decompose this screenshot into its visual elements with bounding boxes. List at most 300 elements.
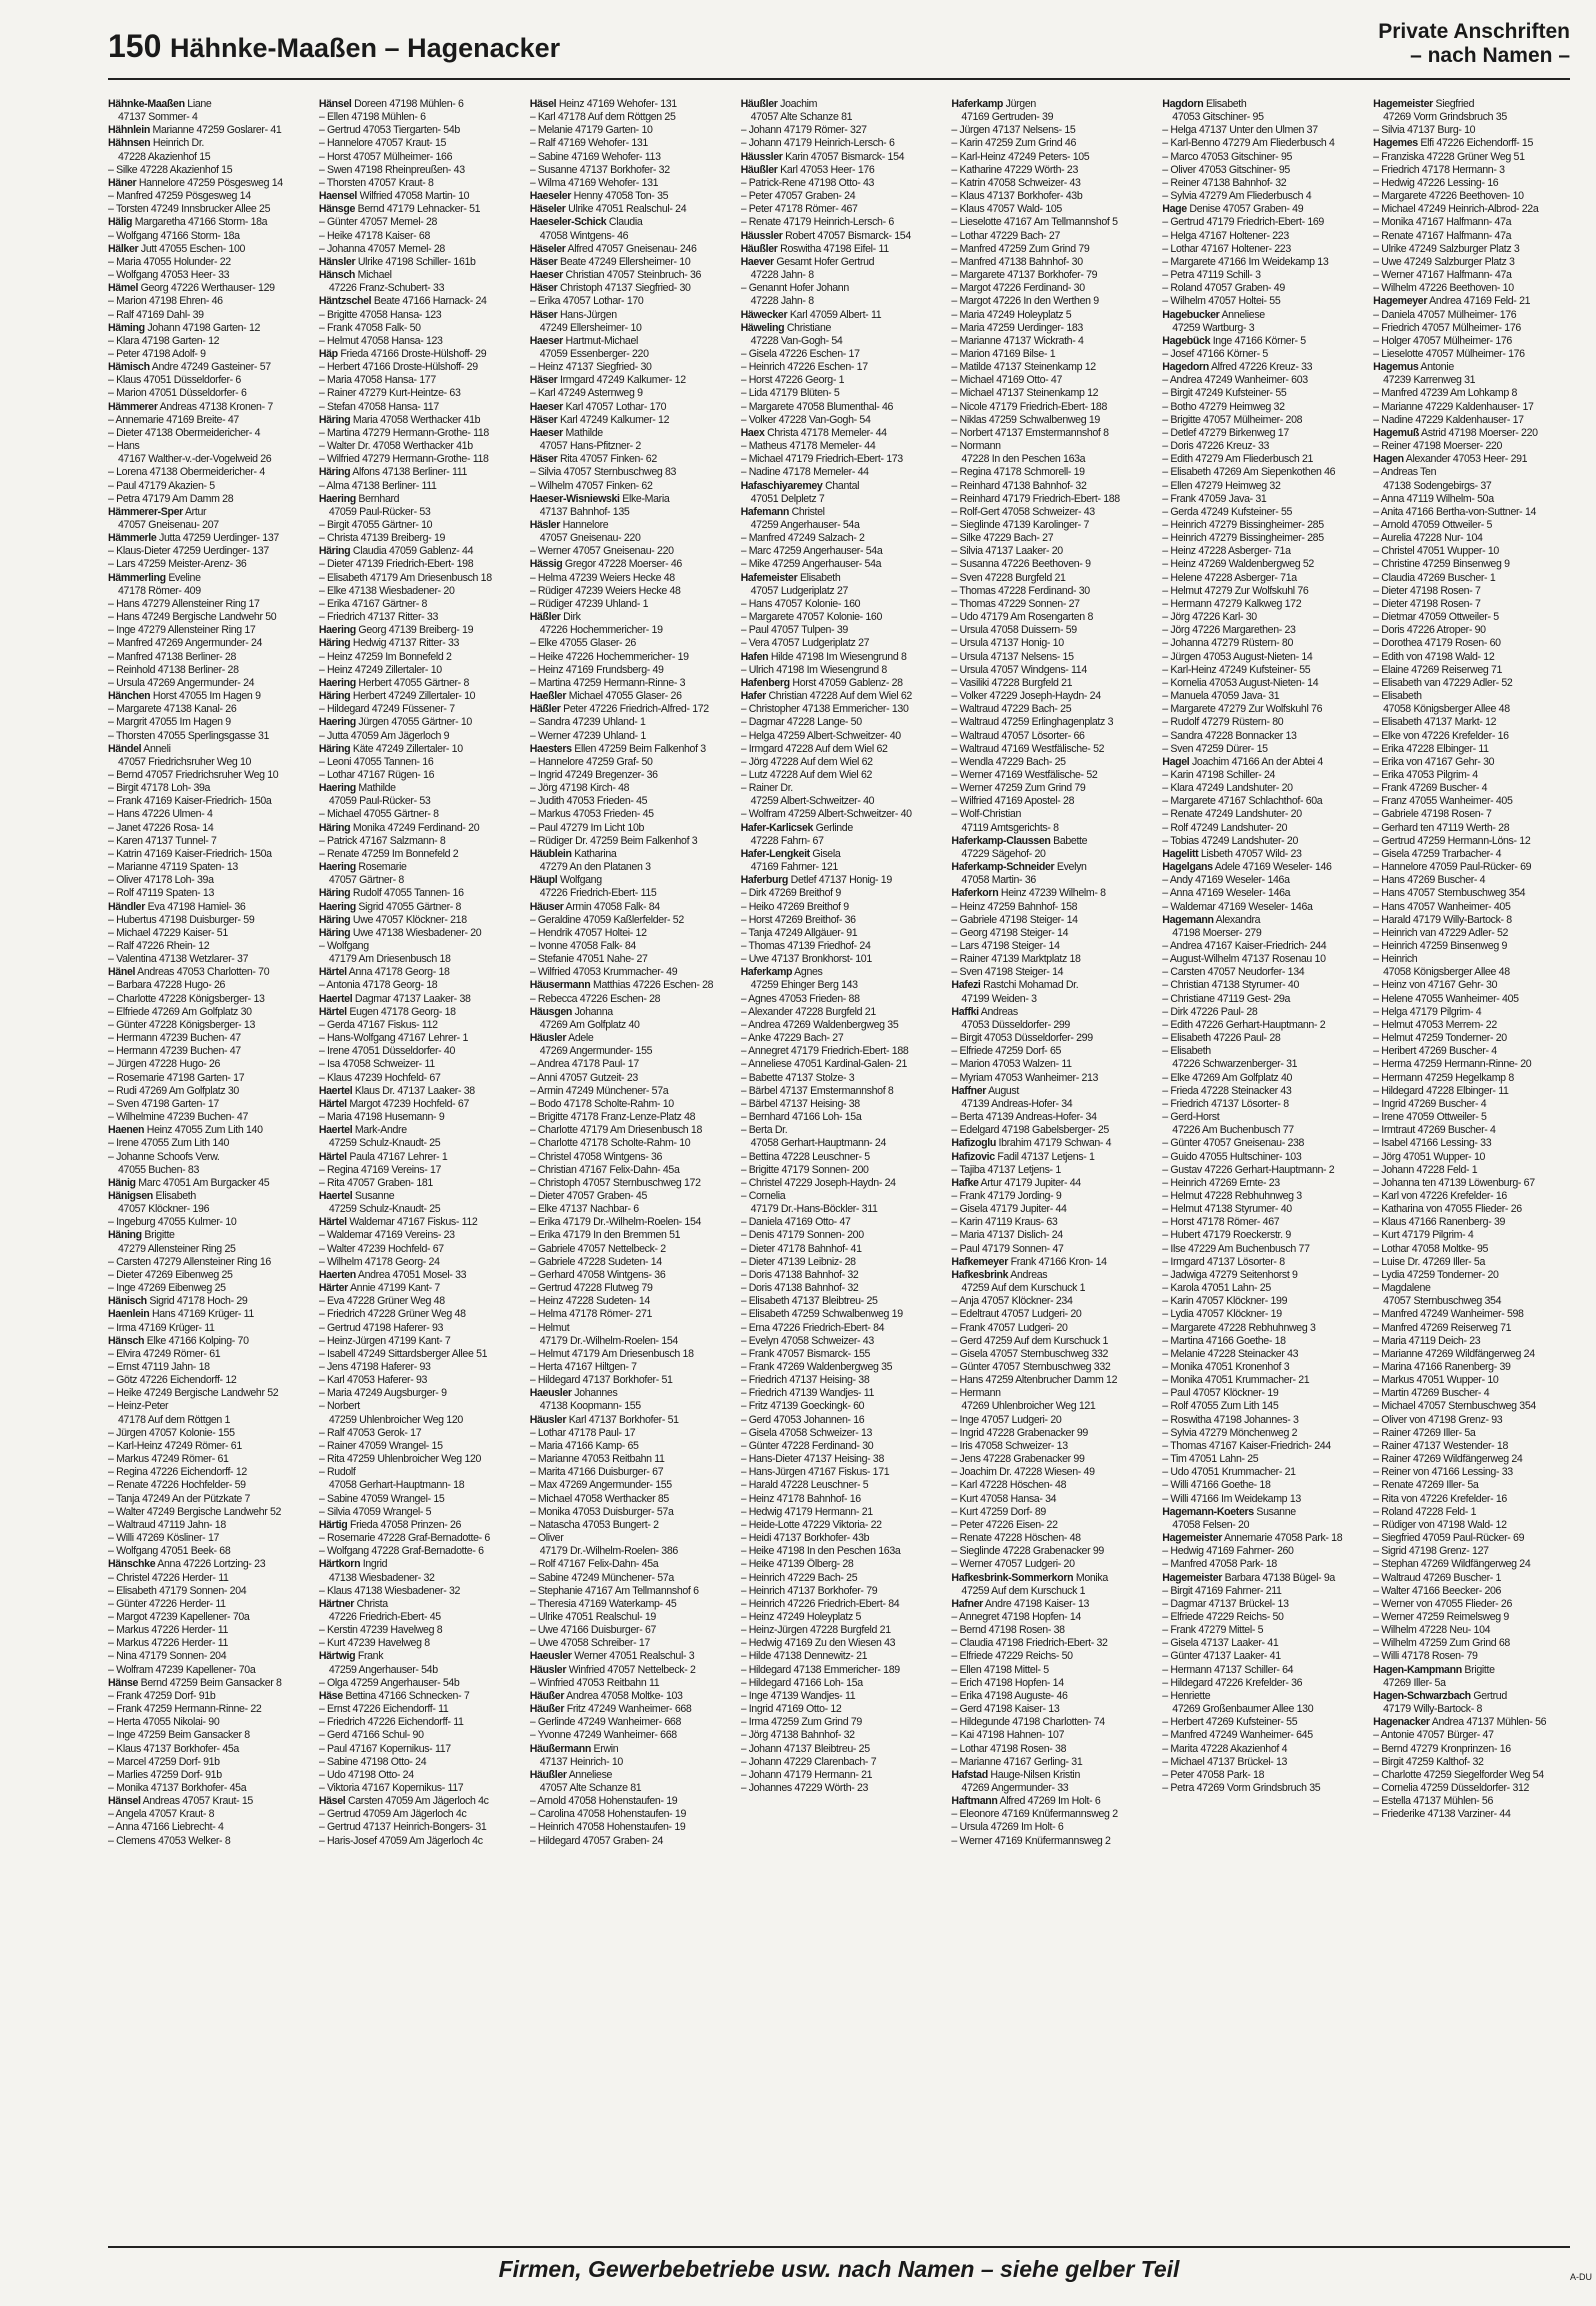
entry-surname: Haeseler	[529, 190, 572, 203]
entry-text: – Hildegard 47137 Borkhofer- 51	[529, 1374, 673, 1387]
entry-text: – Johann 47137 Bleibtreu- 25	[740, 1742, 870, 1755]
directory-entry	[741, 256, 944, 269]
entry-surname: Hähnke-Maaßen	[108, 98, 185, 110]
entry-text: – Bernhard 47166 Loh- 15a	[740, 1111, 862, 1124]
entry-text: – Hans 47269 Buscher- 4	[1373, 874, 1486, 887]
entry-text: – Karin 47057 Klöckner- 199	[1162, 1295, 1288, 1308]
entry-surname: Häring	[318, 545, 351, 558]
directory-entry	[1373, 993, 1576, 1006]
directory-entry	[319, 1466, 522, 1479]
directory-entry	[530, 216, 733, 229]
directory-entry	[1162, 1111, 1365, 1124]
entry-text: – Lorena 47138 Obermeidericher- 4	[108, 466, 265, 479]
entry-text: – Gisela 47259 Trarbacher- 4	[1373, 847, 1502, 860]
directory-entry	[530, 1177, 733, 1190]
directory-entry	[1162, 1256, 1365, 1269]
directory-entry	[319, 1203, 522, 1216]
entry-surname: Hagen-Schwarzbach	[1373, 1689, 1471, 1702]
directory-entry	[530, 1493, 733, 1506]
directory-entry	[741, 387, 944, 400]
entry-text: – Erika 47179 Dr.-Wilhelm-Roelen- 154	[529, 1216, 702, 1229]
entry-text: Andrea 47137 Mühlen- 56	[1429, 1716, 1547, 1729]
entry-text: – Gertrud 47059 Am Jägerloch 4c	[318, 1808, 467, 1821]
directory-entry	[1373, 637, 1576, 650]
entry-surname: Hafer	[740, 690, 766, 703]
entry-surname: Hafkemeyer	[951, 1255, 1008, 1268]
directory-entry	[108, 1466, 311, 1479]
entry-text: – Gerda 47167 Fiskus- 112	[318, 1018, 438, 1031]
entry-text: – Marianne 47269 Wildfängerweg 24	[1373, 1347, 1535, 1360]
entry-text: – Heinrich 47226 Friedrich-Ebert- 84	[740, 1597, 900, 1610]
directory-entry	[1162, 1322, 1365, 1335]
entry-text: – Erika 47057 Lothar- 170	[529, 295, 644, 308]
directory-entry	[1162, 1506, 1365, 1519]
entry-text: – Susanne 47137 Borkhofer- 32	[529, 163, 670, 176]
entry-text: Andre 47198 Kaiser- 13	[982, 1597, 1090, 1610]
directory-entry	[1373, 1282, 1576, 1295]
directory-entry	[741, 1387, 944, 1400]
entry-text: – Rolf 47119 Spaten- 13	[108, 887, 215, 900]
directory-entry	[530, 1637, 733, 1650]
directory-entry	[1162, 730, 1365, 743]
directory-entry	[530, 256, 733, 269]
entry-text: Rastchi Mohamad Dr.	[980, 979, 1079, 992]
directory-entry	[1162, 427, 1365, 440]
entry-text: – Manfred 47249 Wanheimer- 598	[1373, 1308, 1524, 1321]
entry-text: – Udo 47051 Krummacher- 21	[1162, 1466, 1296, 1479]
entry-text: – Herma 47259 Hermann-Rinne- 20	[1373, 1058, 1532, 1071]
entry-text: Michael 47055 Glaser- 26	[566, 690, 682, 703]
header-divider	[108, 78, 1570, 80]
entry-text: – Heinrich 47269 Ernte- 23	[1162, 1176, 1280, 1189]
directory-entry	[951, 887, 1154, 900]
directory-entry	[1162, 203, 1365, 216]
entry-surname: Häseler	[529, 242, 566, 255]
entry-text: Christel	[788, 505, 825, 518]
directory-entry	[108, 309, 311, 322]
entry-text: – Charlotte 47228 Königsberger- 13	[108, 992, 265, 1005]
entry-surname: Häner	[108, 176, 137, 189]
entry-surname: Hagemann	[1162, 913, 1214, 926]
directory-entry	[1162, 1756, 1365, 1769]
entry-text: – Angela 47057 Kraut- 8	[108, 1808, 215, 1821]
directory-entry	[741, 1427, 944, 1440]
directory-entry	[741, 203, 944, 216]
entry-surname: Hagel	[1162, 755, 1190, 768]
directory-entry	[741, 598, 944, 611]
entry-text: 47059 Essenberger- 220	[539, 347, 649, 360]
entry-text: – Annemarie 47169 Breite- 47	[108, 413, 239, 426]
entry-text: – Rainer 47269 Iller- 5a	[1373, 1426, 1476, 1439]
entry-text: Christian 47228 Auf dem Wiel 62	[765, 690, 912, 703]
entry-text: Bernd 47259 Beim Gansacker 8	[138, 1676, 282, 1689]
entry-text: – Peter 47058 Park- 18	[1162, 1768, 1265, 1781]
entry-text: – Günter 47057 Sternbuschweg 332	[951, 1361, 1111, 1373]
entry-surname: Hagemann-Koeters	[1162, 1505, 1254, 1518]
entry-text: – Elisabeth	[1373, 690, 1422, 703]
entry-text: – Elke von 47226 Krefelder- 16	[1373, 729, 1509, 742]
directory-entry	[530, 690, 733, 703]
directory-entry	[530, 1821, 733, 1834]
entry-text: – Heinrich 47229 Bach- 25	[740, 1571, 858, 1584]
entry-text: – Anna 47166 Liebrecht- 4	[108, 1821, 224, 1834]
directory-entry	[951, 348, 1154, 361]
entry-text: – Wilhelm 47228 Neu- 104	[1373, 1624, 1491, 1637]
entry-text: – Regina 47169 Vereins- 17	[318, 1163, 442, 1176]
entry-text: – Sieglinde 47228 Grabenacker 99	[951, 1545, 1104, 1558]
entry-text: – Renate 47226 Hochfelder- 59	[108, 1479, 246, 1492]
corner-tag: A-DU	[1570, 2272, 1592, 2282]
directory-entry	[741, 1203, 944, 1216]
directory-entry	[530, 243, 733, 256]
directory-entry	[319, 1414, 522, 1427]
entry-text: Doreen 47198 Mühlen- 6	[351, 98, 464, 110]
entry-text: Hannelore 47259 Pösgesweg 14	[136, 176, 283, 189]
entry-text: – Margarete 47228 Rebhuhnweg 3	[1162, 1321, 1316, 1334]
entry-text: – Sandra 47228 Bonnacker 13	[1162, 729, 1297, 742]
entry-text: – Helmut 47279 Zur Wolfskuhl 76	[1162, 584, 1309, 597]
directory-entry	[741, 1019, 944, 1032]
directory-entry	[319, 1743, 522, 1756]
entry-text: Klaus Dr. 47137 Laaker- 38	[352, 1084, 475, 1097]
entry-text: – Marion 47053 Walzen- 11	[951, 1058, 1072, 1071]
entry-text: – Frank 47259 Dorf- 91b	[108, 1689, 216, 1702]
entry-surname: Härtel	[318, 1150, 347, 1163]
directory-entry	[319, 164, 522, 177]
directory-entry	[741, 1690, 944, 1703]
directory-entry	[108, 203, 311, 216]
entry-text: – Hildegard 47228 Elbinger- 11	[1373, 1084, 1509, 1097]
directory-entry	[108, 427, 311, 440]
entry-text: – Hendrik 47057 Holtei- 12	[529, 926, 647, 939]
entry-text: – Wilhelm 47259 Zum Grind 68	[1373, 1637, 1510, 1650]
entry-text: – Frank 47057 Ludgeri- 20	[951, 1321, 1068, 1334]
directory-entry	[530, 1032, 733, 1045]
directory-entry	[741, 1058, 944, 1071]
entry-text: – Silke 47228 Akazienhof 15	[108, 163, 233, 176]
entry-surname: Hafke	[951, 1176, 979, 1189]
directory-entry	[1162, 124, 1365, 137]
directory-entry	[108, 1203, 311, 1216]
directory-entry	[1373, 466, 1576, 479]
directory-entry	[108, 1506, 311, 1519]
entry-text: – Markus 47226 Herder- 11	[108, 1624, 229, 1637]
directory-entry	[951, 1387, 1154, 1400]
entry-text: – Eleonore 47169 Knüfermannsweg 2	[951, 1808, 1118, 1821]
directory-entry	[1162, 387, 1365, 400]
entry-text: Adele 47169 Weseler- 146	[1212, 861, 1332, 874]
directory-entry	[108, 703, 311, 716]
directory-entry	[741, 901, 944, 914]
directory-entry	[1373, 808, 1576, 821]
directory-entry	[1162, 466, 1365, 479]
directory-entry	[1162, 374, 1365, 387]
directory-entry	[530, 769, 733, 782]
entry-surname: Haeser	[529, 400, 563, 413]
directory-entry	[1162, 1585, 1365, 1598]
entry-text: – Helmut 47053 Merrem- 22	[1373, 1018, 1497, 1031]
entry-text: Adele	[566, 1032, 594, 1045]
entry-text: – Hermann 47137 Schiller- 64	[1162, 1663, 1294, 1676]
entry-text: – Heinz 47249 Holeyplatz 5	[740, 1610, 862, 1623]
entry-text: – Karl von 47226 Krefelder- 16	[1373, 1189, 1507, 1202]
entry-text: Frank 47166 Kron- 14	[1008, 1255, 1107, 1268]
entry-text: – Anita 47166 Bertha-von-Suttner- 14	[1373, 505, 1537, 518]
entry-text: – Karola 47051 Lahn- 25	[1162, 1282, 1271, 1295]
entry-surname: Haeßler	[529, 690, 567, 703]
entry-text: 47057 Friedrichsruher Weg 10	[118, 755, 252, 768]
directory-entry	[108, 651, 311, 664]
entry-text: Anneliese	[1219, 308, 1265, 321]
directory-entry	[741, 151, 944, 164]
entry-text: – Patrick-Rene 47198 Otto- 43	[740, 176, 875, 189]
directory-entry	[108, 585, 311, 598]
directory-entry	[741, 1414, 944, 1427]
directory-entry	[741, 519, 944, 532]
directory-entry	[741, 1361, 944, 1374]
entry-text: – Friederike 47138 Varziner- 44	[1373, 1808, 1511, 1821]
entry-text: – Gisela 47058 Schweizer- 13	[740, 1426, 873, 1439]
entry-text: – Margarete 47166 Im Weidekamp 13	[1162, 255, 1329, 268]
entry-surname: Hafenberg	[740, 676, 790, 689]
entry-surname: Häwecker	[740, 308, 788, 321]
directory-entry	[951, 1835, 1154, 1848]
directory-entry	[108, 835, 311, 848]
entry-text: – Helma 47239 Weiers Hecke 48	[529, 571, 675, 584]
directory-entry	[108, 1585, 311, 1598]
directory-entry	[108, 730, 311, 743]
directory-entry	[108, 1282, 311, 1295]
entry-text: – Karin 47259 Zum Grind 46	[951, 137, 1076, 150]
entry-text: – Frank 47269 Buscher- 4	[1373, 782, 1488, 795]
entry-text: Alexander 47053 Heer- 291	[1403, 453, 1528, 466]
directory-entry	[108, 519, 311, 532]
entry-text: – Hermann 47239 Buchen- 47	[108, 1032, 241, 1045]
directory-entry	[1162, 1532, 1365, 1545]
entry-text: – Magdalene	[1373, 1282, 1431, 1295]
directory-entry	[1373, 1690, 1576, 1703]
entry-text: Armin 47058 Falk- 84	[563, 900, 660, 913]
entry-surname: Hagemeister	[1162, 1571, 1223, 1584]
directory-entry	[530, 124, 733, 137]
entry-text: Inge 47166 Körner- 5	[1210, 334, 1306, 347]
entry-text: – Hildegard 47057 Graben- 24	[529, 1834, 664, 1847]
directory-entry	[1373, 203, 1576, 216]
entry-text: – Genannt Hofer Johann	[740, 282, 849, 295]
directory-entry	[951, 1374, 1154, 1387]
directory-entry	[108, 979, 311, 992]
directory-entry	[951, 493, 1154, 506]
entry-text: – Ingrid 47169 Otto- 12	[740, 1703, 842, 1716]
entry-text: 47269 Am Golfplatz 40	[539, 1018, 640, 1031]
directory-entry	[1373, 1532, 1576, 1545]
entry-text: Rosemarie	[355, 861, 407, 874]
entry-text: – Antonia 47178 Georg- 18	[318, 979, 438, 992]
entry-text: – Maria 47249 Holeyplatz 5	[951, 308, 1072, 321]
entry-text: Elisabeth	[797, 571, 841, 584]
directory-entry	[108, 322, 311, 335]
directory-entry	[530, 1729, 733, 1742]
entry-text: – Armin 47249 Münchener- 57a	[529, 1084, 669, 1097]
directory-entry	[1162, 848, 1365, 861]
entry-surname: Haertel	[318, 1189, 353, 1202]
entry-surname: Haenlein	[108, 1308, 150, 1321]
directory-entry	[741, 453, 944, 466]
entry-text: Susanne	[352, 1189, 395, 1202]
directory-entry	[1162, 164, 1365, 177]
entry-text: – Heinz 47249 Zillertaler- 10	[318, 663, 442, 676]
directory-entry	[741, 966, 944, 979]
entry-text: – Elisabeth 47137 Markt- 12	[1373, 716, 1497, 729]
directory-entry	[951, 1572, 1154, 1585]
entry-text: – Frank 47279 Mittel- 5	[1162, 1624, 1264, 1637]
directory-entry	[108, 716, 311, 729]
entry-text: – Manuela 47059 Java- 31	[1162, 690, 1280, 703]
entry-text: Alfred 47226 Kreuz- 33	[1208, 361, 1313, 374]
directory-entry	[108, 164, 311, 177]
entry-text: – Annegret 47179 Friedrich-Ebert- 188	[740, 1045, 909, 1058]
entry-text: – Christiane 47119 Gest- 29a	[1162, 992, 1291, 1005]
directory-entry	[319, 1072, 522, 1085]
directory-entry	[319, 1558, 522, 1571]
directory-entry	[951, 309, 1154, 322]
entry-text: – Karl 47249 Asternweg 9	[529, 387, 643, 400]
entry-text: – Günter 47137 Laaker- 41	[1162, 1650, 1281, 1663]
entry-text: Claudia 47059 Gablenz- 44	[350, 545, 474, 558]
directory-entry	[319, 282, 522, 295]
entry-text: – Jörg 47138 Bahnhof- 32	[740, 1729, 855, 1742]
entry-surname: Hänsel	[318, 98, 352, 110]
entry-text: – Helmut 47138 Styrumer- 40	[1162, 1203, 1292, 1216]
entry-text: Carsten 47059 Am Jägerloch 4c	[345, 1795, 489, 1808]
entry-text: – Roswitha 47198 Johannes- 3	[1162, 1413, 1299, 1426]
directory-entry	[741, 1164, 944, 1177]
entry-text: – Michael 47057 Sternbuschweg 354	[1373, 1400, 1536, 1413]
directory-entry	[108, 1677, 311, 1690]
entry-surname: Hässig	[529, 558, 563, 571]
directory-entry	[319, 1808, 522, 1821]
entry-surname: Haferkamp-Schneider	[951, 861, 1055, 874]
entry-text: – Wilhelm 47178 Georg- 24	[318, 1255, 440, 1268]
directory-entry	[1373, 1756, 1576, 1769]
directory-entry	[530, 295, 733, 308]
entry-text: – Herbert 47166 Droste-Hülshoff- 29	[318, 361, 478, 374]
directory-entry	[530, 230, 733, 243]
entry-text: 47228 Jahn- 8	[750, 269, 814, 282]
directory-entry	[741, 1374, 944, 1387]
entry-text: – Helmut 47228 Rebhuhnweg 3	[1162, 1189, 1302, 1202]
directory-entry	[530, 940, 733, 953]
entry-text: 47137 Sommer- 4	[118, 111, 198, 124]
entry-text: – Dorothea 47179 Rosen- 60	[1373, 637, 1501, 650]
entry-text: 47259 Uhlenbroicher Weg 120	[328, 1413, 463, 1426]
entry-text: Beate 47166 Harnack- 24	[371, 295, 487, 308]
directory-entry	[1373, 1019, 1576, 1032]
directory-entry	[319, 1400, 522, 1413]
directory-entry	[319, 1585, 522, 1598]
directory-entry	[1373, 1308, 1576, 1321]
entry-text: – Sven 47198 Steiger- 14	[951, 966, 1064, 979]
entry-surname: Hagelitt	[1162, 847, 1199, 860]
directory-entry	[1373, 348, 1576, 361]
directory-entry	[951, 1808, 1154, 1821]
entry-text: Karl 47057 Lothar- 170	[562, 400, 667, 413]
entry-surname: Häsler	[529, 519, 560, 531]
entry-text: – Heike 47198 In den Peschen 163a	[740, 1545, 901, 1558]
directory-entry	[108, 887, 311, 900]
directory-entry	[1162, 966, 1365, 979]
directory-entry	[741, 572, 944, 585]
directory-entry	[1373, 1177, 1576, 1190]
directory-entry	[319, 927, 522, 940]
entry-text: Susanne	[1253, 1505, 1296, 1518]
directory-entry	[108, 1216, 311, 1229]
directory-entry	[1162, 1072, 1365, 1085]
entry-text: – Andrea 47167 Kaiser-Friedrich- 244	[1162, 940, 1327, 952]
entry-text: 47199 Weiden- 3	[961, 992, 1037, 1005]
directory-entry	[530, 309, 733, 322]
entry-surname: Haever	[740, 255, 774, 268]
entry-text: – Dieter 47178 Bahnhof- 41	[740, 1242, 862, 1255]
directory-entry	[1162, 1414, 1365, 1427]
entry-text: – Guido 47055 Hultschiner- 103	[1162, 1150, 1302, 1163]
directory-entry	[1162, 177, 1365, 190]
section-title-line1: Private Anschriften	[1378, 20, 1570, 43]
directory-entry	[108, 1361, 311, 1374]
entry-text: – Roland 47228 Feld- 1	[1373, 1505, 1477, 1518]
entry-surname: Hämisch	[108, 361, 150, 374]
entry-text: – Ernst 47226 Eichendorff- 11	[318, 1703, 449, 1716]
entry-text: Uwe 47057 Klöckner- 218	[350, 913, 467, 926]
directory-entry	[1373, 1151, 1576, 1164]
entry-text: – Silvia 47137 Burg- 10	[1373, 124, 1476, 137]
entry-surname: Haex	[740, 426, 765, 439]
entry-text: – Birgit 47249 Kufsteiner- 55	[1162, 387, 1287, 400]
directory-entry	[741, 374, 944, 387]
directory-entry	[530, 1111, 733, 1124]
directory-entry	[741, 1282, 944, 1295]
entry-text: – Gertrud 47228 Flutweg 79	[529, 1282, 653, 1295]
directory-entry	[1162, 1282, 1365, 1295]
directory-entry	[108, 1151, 311, 1164]
directory-entry	[1373, 1664, 1576, 1677]
directory-entry	[319, 822, 522, 835]
entry-text: – Helmut	[529, 1321, 570, 1334]
entry-text: – Lars 47198 Steiger- 14	[951, 940, 1060, 952]
entry-text: Babette	[1050, 834, 1088, 847]
directory-entry	[108, 230, 311, 243]
entry-text: Frank	[355, 1650, 384, 1663]
entry-text: – Marina 47166 Ranenberg- 39	[1373, 1361, 1511, 1373]
entry-text: – Ursula 47269 Angermunder- 24	[108, 676, 255, 689]
directory-entry	[530, 1585, 733, 1598]
directory-entry	[1373, 730, 1576, 743]
directory-entry	[108, 466, 311, 479]
directory-entry	[951, 269, 1154, 282]
directory-entry	[1373, 1190, 1576, 1203]
directory-entry	[1373, 1743, 1576, 1756]
entry-text: – Inge 47057 Ludgeri- 20	[951, 1413, 1062, 1426]
entry-text: – Waltraud 47169 Westfälische- 52	[951, 742, 1105, 755]
directory-entry	[1162, 1743, 1365, 1756]
entry-text: – Michael 47169 Otto- 47	[951, 374, 1062, 387]
directory-entry	[530, 1611, 733, 1624]
entry-text: – Irma 47259 Zum Grind 79	[740, 1716, 862, 1729]
entry-text: – Christel 47058 Wintgens- 36	[529, 1150, 663, 1163]
entry-text: – Silke 47229 Bach- 27	[951, 532, 1054, 545]
entry-text: – Helene 47055 Wanheimer- 405	[1373, 992, 1519, 1005]
entry-text: – Manfred 47249 Salzach- 2	[740, 532, 865, 545]
